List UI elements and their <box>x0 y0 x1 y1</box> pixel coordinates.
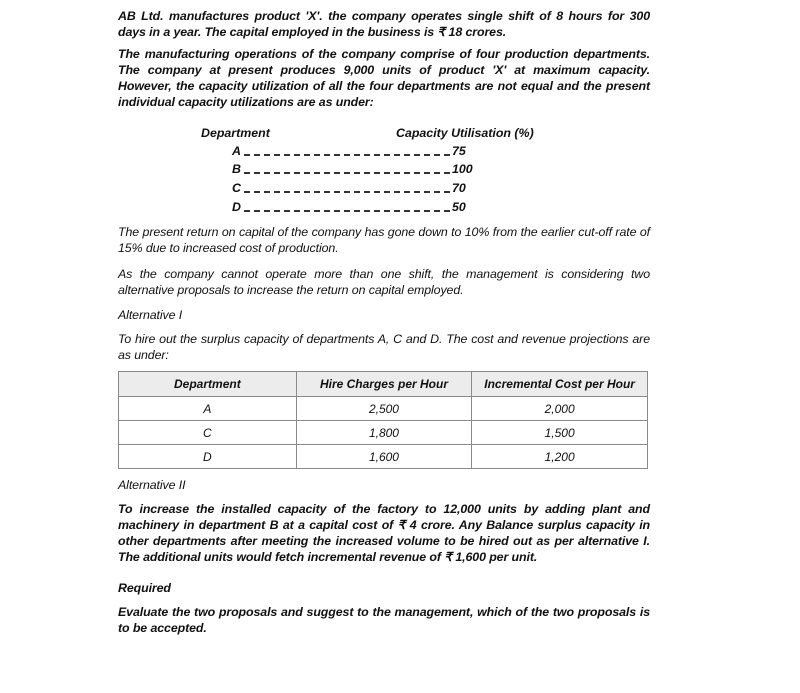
table-header-row <box>119 372 648 397</box>
capacity-value: 70 <box>452 181 466 195</box>
capacity-row <box>232 144 472 160</box>
table-row <box>119 445 648 469</box>
column-header-department: Department <box>119 372 297 397</box>
table-cell: 2,000 <box>472 397 648 421</box>
capacity-dept-label: B <box>232 162 241 176</box>
leader-dots <box>244 154 450 156</box>
proposals-paragraph: As the company cannot operate more than one shift, the management is considering two alternative proposals to increase the return on capital employed. <box>118 267 650 297</box>
intro-paragraph-1: AB Ltd. manufactures product 'X'. the company operates single shift of 8 hours for 300 days in a year. The capital employed in the business is ₹ 18 crores. <box>118 9 650 39</box>
column-header-hire-charges: Hire Charges per Hour <box>296 372 472 397</box>
table-cell: 1,600 <box>296 445 472 469</box>
capacity-dept-label: C <box>232 181 241 195</box>
table-cell: D <box>119 445 297 469</box>
capacity-value: 100 <box>452 162 473 176</box>
leader-dots <box>244 172 450 174</box>
alternative-1-heading: Alternative I <box>118 308 183 322</box>
table-cell: 2,500 <box>296 397 472 421</box>
capacity-value: 75 <box>452 144 466 158</box>
required-heading: Required <box>118 581 171 595</box>
alternative-2-text: To increase the installed capacity of the factory to 12,000 units by adding plant and machinery in department B at a capital cost of ₹ 4 crore. Any Balance surplus capacity in other departments after meeting the increased volume to be hired out as per alternative I. The additional units would fetch incremental revenue of ₹ 1,600 per unit. <box>118 502 650 564</box>
capacity-row <box>232 162 472 178</box>
leader-dots <box>244 210 450 212</box>
table-cell: 1,800 <box>296 421 472 445</box>
capacity-utilisation-header: Capacity Utilisation (%) <box>396 126 534 140</box>
capacity-row <box>232 181 472 197</box>
alternative-1-text: To hire out the surplus capacity of departments A, C and D. The cost and revenue projections are as under: <box>118 332 650 362</box>
capacity-row <box>232 200 472 216</box>
column-header-incremental-cost: Incremental Cost per Hour <box>472 372 648 397</box>
return-paragraph: The present return on capital of the company has gone down to 10% from the earlier cut-off rate of 15% due to increased cost of production. <box>118 225 650 255</box>
table-cell: 1,200 <box>472 445 648 469</box>
table-cell: A <box>119 397 297 421</box>
capacity-dept-label: A <box>232 144 241 158</box>
table-row <box>119 421 648 445</box>
table-row <box>119 397 648 421</box>
alternative-2-heading: Alternative II <box>118 478 186 492</box>
capacity-dept-label: D <box>232 200 241 214</box>
table-cell: 1,500 <box>472 421 648 445</box>
intro-paragraph-2: The manufacturing operations of the company comprise of four production departments. The company at present produces 9,000 units of product 'X' at maximum capacity. However, the capacity utilization of all the four departments are not equal and the present individual capacity utilizations are as under: <box>118 47 650 109</box>
capacity-department-header: Department <box>201 126 270 140</box>
hire-charges-table <box>118 371 648 469</box>
leader-dots <box>244 191 450 193</box>
table-cell: C <box>119 421 297 445</box>
required-text: Evaluate the two proposals and suggest to the management, which of the two proposals is to be accepted. <box>118 605 650 635</box>
capacity-value: 50 <box>452 200 466 214</box>
